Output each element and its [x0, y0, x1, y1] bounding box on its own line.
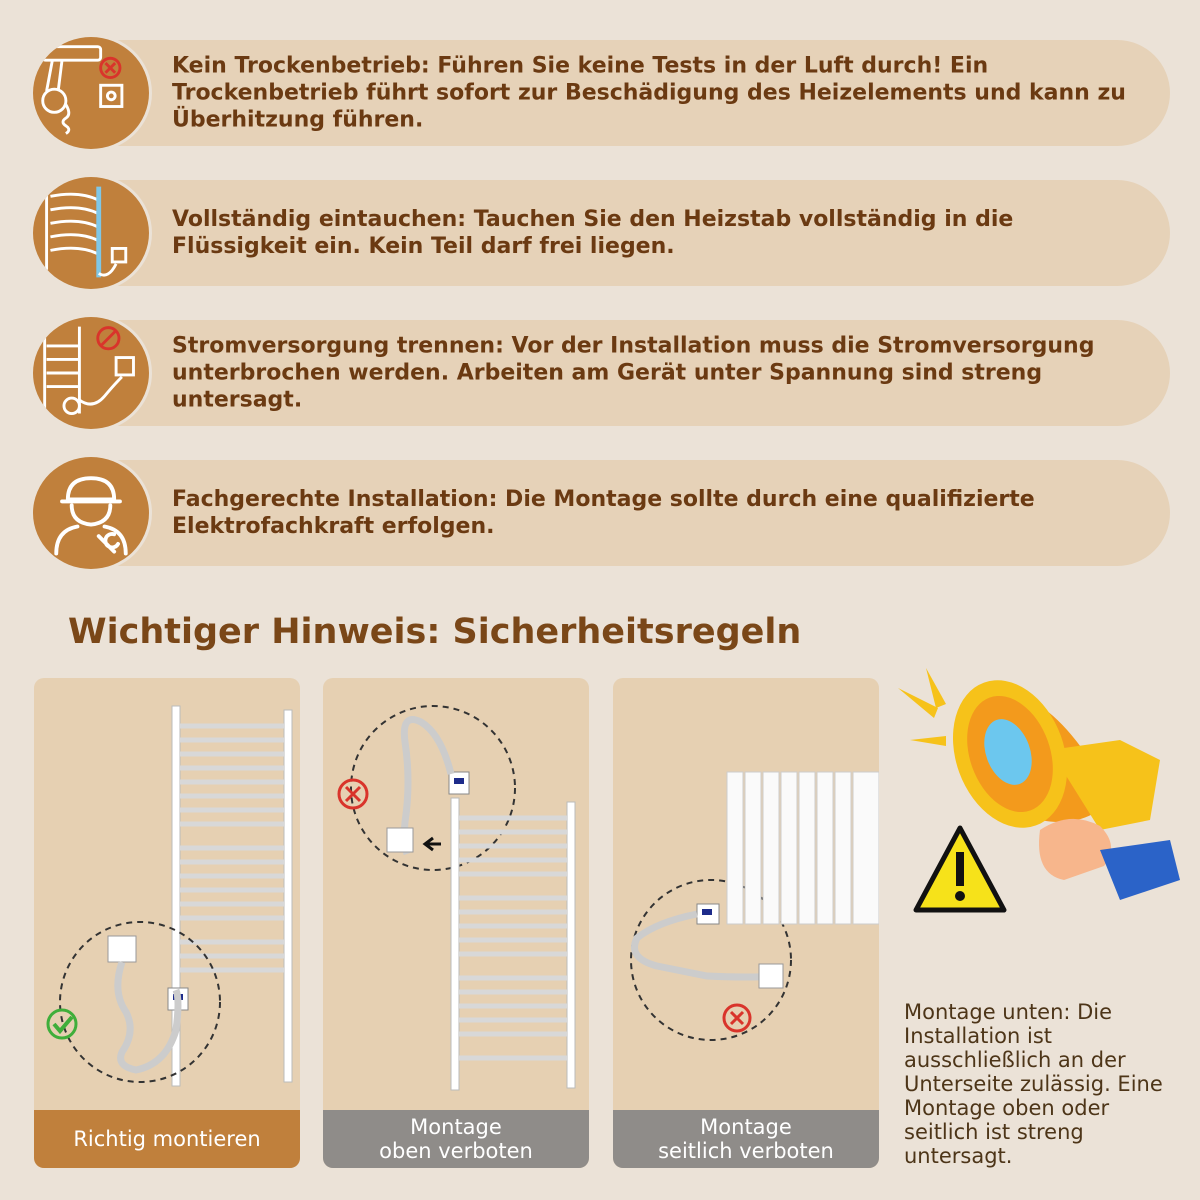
radiator-side-mount-illustration — [613, 678, 879, 1108]
rule-text: Vollständig eintauchen: Tauchen Sie den Heizstab vollständig in die Flüssigkeit ein. Kein Teil darf frei liegen. — [172, 207, 1014, 259]
rule-text: Fachgerechte Installation: Die Montage sollte durch eine qualifizierte Elektrofachkraft erfolgen. — [172, 487, 1035, 539]
power-disconnect-icon — [30, 314, 152, 432]
mounting-note: Montage unten: Die Installation ist ausschließlich an der Unterseite zulässig. Eine Montage oben oder seitlich ist streng untersagt. — [904, 1000, 1163, 1168]
rule-electrician — [30, 460, 1170, 566]
megaphone-warning-illustration — [890, 660, 1190, 930]
immersion-icon — [30, 174, 152, 292]
dry-run-warning-icon — [30, 34, 152, 152]
panel-side-forbidden — [613, 678, 879, 1168]
panel-caption: Montage oben verboten — [323, 1110, 589, 1168]
rule-immersion — [30, 180, 1170, 286]
towel-rail-top-mount-illustration — [323, 678, 589, 1108]
panel-caption: Montage seitlich verboten — [613, 1110, 879, 1168]
check-icon — [48, 1010, 76, 1038]
section-heading: Wichtiger Hinweis: Sicherheitsregeln — [68, 612, 802, 652]
rule-dry-run — [30, 40, 1170, 146]
electrician-icon — [30, 454, 152, 572]
panel-caption: Richtig montieren — [34, 1110, 300, 1168]
rule-text: Stromversorgung trennen: Vor der Installation muss die Stromversorgung unterbrochen werden. Arbeiten am Gerät unter Spannung sind streng untersagt. — [172, 333, 1095, 413]
panel-top-forbidden — [323, 678, 589, 1168]
towel-rail-bottom-mount-illustration — [34, 678, 300, 1108]
panel-correct — [34, 678, 300, 1168]
rule-text: Kein Trockenbetrieb: Führen Sie keine Tests in der Luft durch! Ein Trockenbetrieb führt sofort zur Beschädigung des Heizelements und kann zu Überhitzung führen. — [172, 53, 1126, 133]
rule-power — [30, 320, 1170, 426]
